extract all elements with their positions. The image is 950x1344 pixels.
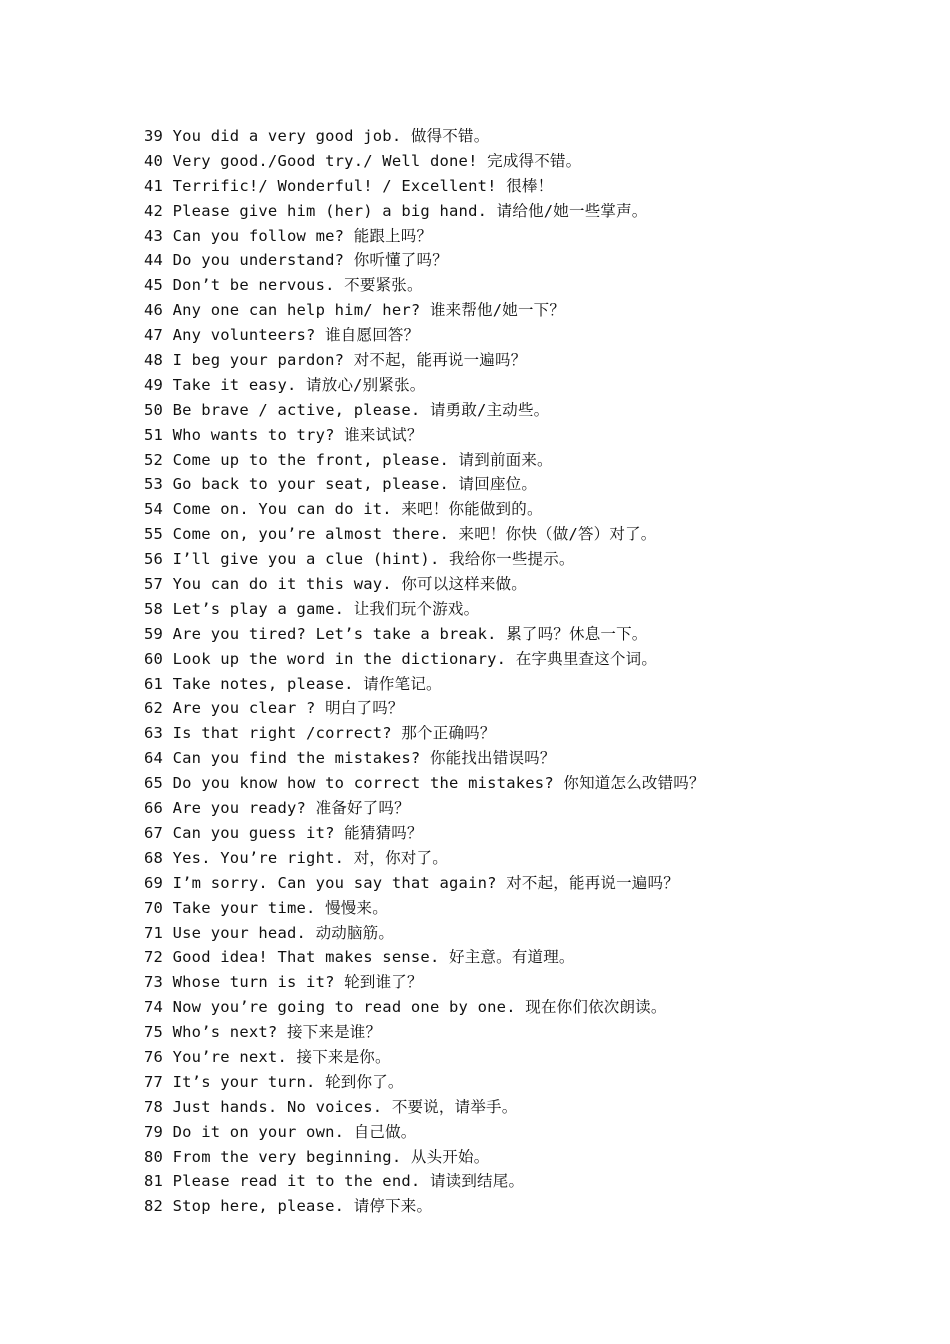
- phrase-line: 64 Can you find the mistakes? 你能找出错误吗？: [144, 749, 556, 768]
- phrase-line: 67 Can you guess it? 能猜猜吗？: [144, 823, 423, 842]
- phrase-line: 59 Are you tired? Let’s take a break. 累了吗？休息一下。: [144, 624, 648, 643]
- phrase-line: 53 Go back to your seat, please. 请回座位。: [144, 475, 538, 494]
- phrase-list: [144, 124, 904, 1219]
- phrase-line: 60 Look up the word in the dictionary. 在字典里查这个词。: [144, 649, 658, 668]
- phrase-line: 41 Terrific!/ Wonderful! / Excellent! 很棒！: [144, 176, 554, 195]
- phrase-line: 52 Come up to the front, please. 请到前面来。: [144, 450, 553, 469]
- phrase-line: 71 Use your head. 动动脑筋。: [144, 923, 395, 942]
- phrase-line: 51 Who wants to try? 谁来试试？: [144, 425, 423, 444]
- phrase-line: 62 Are you clear ? 明白了吗？: [144, 699, 404, 718]
- phrase-line: 61 Take notes, please. 请作笔记。: [144, 674, 442, 693]
- phrase-line: 43 Can you follow me? 能跟上吗？: [144, 226, 433, 245]
- phrase-line: 55 Come on, you’re almost there. 来吧！你快（做/答）对了。: [144, 525, 657, 544]
- phrase-line: 70 Take your time. 慢慢来。: [144, 898, 388, 917]
- phrase-line: 76 You’re next. 接下来是你。: [144, 1047, 391, 1066]
- phrase-line: 75 Who’s next? 接下来是谁？: [144, 1023, 382, 1042]
- phrase-line: 79 Do it on your own. 自己做。: [144, 1122, 417, 1141]
- phrase-line: 57 You can do it this way. 你可以这样来做。: [144, 575, 527, 594]
- phrase-line: 54 Come on. You can do it. 来吧！你能做到的。: [144, 500, 543, 519]
- phrase-line: 74 Now you’re going to read one by one. 现在你们依次朗读。: [144, 998, 667, 1017]
- phrase-line: 73 Whose turn is it? 轮到谁了？: [144, 973, 423, 992]
- phrase-line: 49 Take it easy. 请放心/别紧张。: [144, 375, 426, 394]
- phrase-line: 50 Be brave / active, please. 请勇敢/主动些。: [144, 400, 550, 419]
- phrase-line: 56 I’ll give you a clue (hint). 我给你一些提示。: [144, 550, 575, 569]
- phrase-line: 40 Very good./Good try./ Well done! 完成得不错。: [144, 151, 582, 170]
- phrase-line: 78 Just hands. No voices. 不要说，请举手。: [144, 1097, 518, 1116]
- phrase-line: 46 Any one can help him/ her? 谁来帮他/她一下？: [144, 301, 566, 320]
- phrase-line: 66 Are you ready? 准备好了吗？: [144, 799, 410, 818]
- phrase-line: 45 Don’t be nervous. 不要紧张。: [144, 276, 423, 295]
- phrase-line: 72 Good idea! That makes sense. 好主意。有道理。: [144, 948, 575, 967]
- phrase-line: 48 I beg your pardon? 对不起，能再说一遍吗？: [144, 351, 527, 370]
- phrase-line: 69 I’m sorry. Can you say that again? 对不起，能再说一遍吗？: [144, 873, 679, 892]
- phrase-line: 77 It’s your turn. 轮到你了。: [144, 1072, 404, 1091]
- phrase-line: 82 Stop here, please. 请停下来。: [144, 1197, 433, 1216]
- phrase-line: 39 You did a very good job. 做得不错。: [144, 127, 490, 145]
- phrase-line: 44 Do you understand? 你听懂了吗？: [144, 251, 448, 270]
- phrase-line: 81 Please read it to the end. 请读到结尾。: [144, 1172, 525, 1191]
- phrase-line: 80 From the very beginning. 从头开始。: [144, 1147, 490, 1166]
- phrase-line: 47 Any volunteers? 谁自愿回答？: [144, 326, 420, 345]
- phrase-line: 68 Yes. You’re right. 对，你对了。: [144, 848, 448, 867]
- phrase-line: 58 Let’s play a game. 让我们玩个游戏。: [144, 599, 480, 618]
- phrase-line: 63 Is that right /correct? 那个正确吗？: [144, 724, 496, 743]
- phrase-line: 42 Please give him (her) a big hand. 请给他/她一些掌声。: [144, 201, 648, 220]
- phrase-line: 65 Do you know how to correct the mistakes? 你知道怎么改错吗？: [144, 774, 705, 793]
